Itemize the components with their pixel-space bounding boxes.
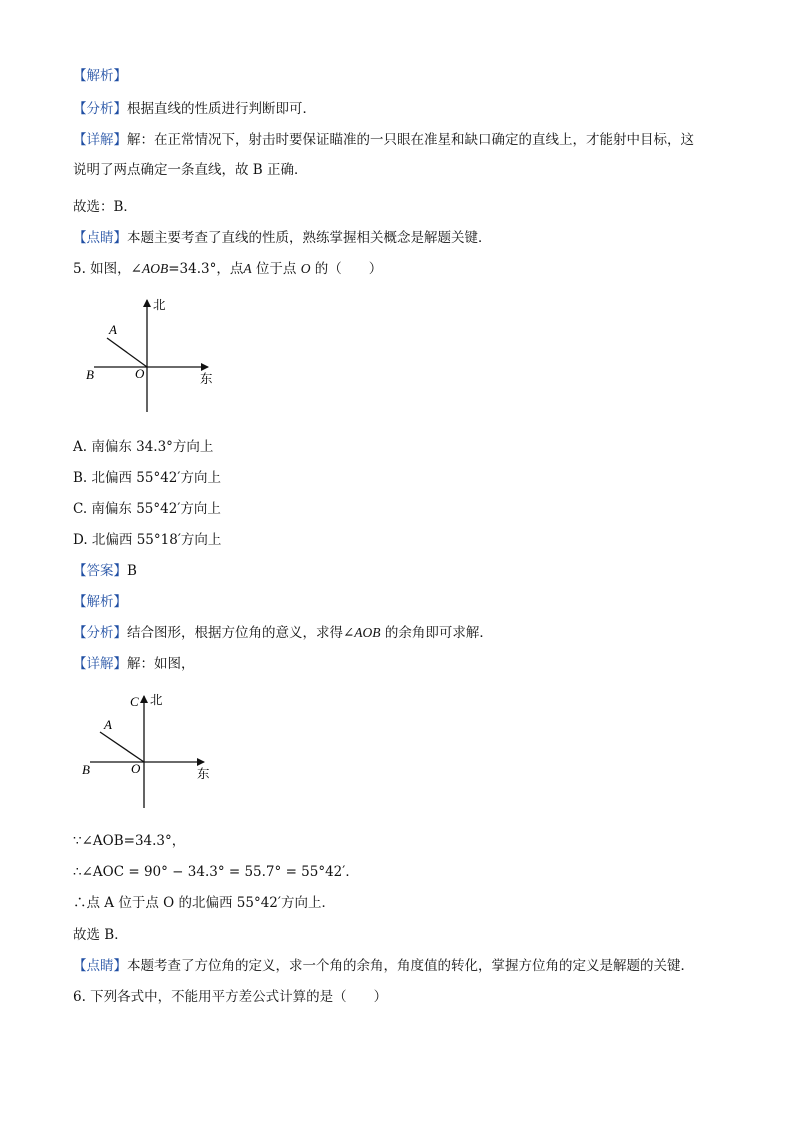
fenxi-line-2: 【分析】结合图形，根据方位角的意义，求得∠AOB 的余角即可求解．: [73, 625, 493, 641]
dianjing-2: 【点睛】本题考查了方位角的定义，求一个角的余角，角度值的转化，掌握方位角的定义是解题的关键．: [73, 958, 694, 974]
ray-oa-2: [100, 732, 144, 762]
option-b: B. 北偏西 55°42′方向上: [73, 470, 221, 486]
option-a: A. 南偏东 34.3°方向上: [73, 439, 214, 455]
guxuan-2: 故选 B．: [73, 927, 128, 943]
fenxi-line-1: 【分析】根据直线的性质进行判断即可．: [73, 101, 316, 117]
therefore-line-1: ∴∠AOC = 90° − 34.3° = 55.7° = 55°42′．: [73, 864, 359, 880]
because-line: ∵∠AOB=34.3°，: [73, 833, 186, 849]
option-d: D. 北偏西 55°18′方向上: [73, 532, 222, 548]
option-c: C. 南偏东 55°42′方向上: [73, 501, 221, 517]
therefore-line-2: ∴点 A 位于点 O 的北偏西 55°42′方向上．: [73, 895, 335, 911]
point-c-label: C: [130, 694, 139, 709]
point-b-label: B: [86, 367, 94, 382]
point-b-label-2: B: [82, 762, 90, 777]
dianjing-1: 【点睛】本题主要考查了直线的性质，熟练掌握相关概念是解题关键．: [73, 230, 492, 246]
question-5: 5. 如图，∠AOB=34.3°，点A 位于点 O 的（ ）: [73, 261, 383, 277]
xiangjie-line-1: 【详解】解：在正常情况下，射击时要保证瞄准的一只眼在准星和缺口确定的直线上，才能射中目标，这: [73, 132, 694, 148]
point-a-label-2: A: [104, 717, 112, 732]
answer-line: 【答案】B: [73, 563, 137, 579]
jiexi-heading-2: 【解析】: [73, 594, 127, 610]
direction-figure-2: [76, 688, 226, 813]
north-label: 北: [153, 297, 166, 312]
jiexi-heading-1: 【解析】: [73, 68, 127, 84]
north-label-2: 北: [150, 692, 163, 707]
east-label: 东: [200, 371, 213, 386]
question-6: 6. 下列各式中，不能用平方差公式计算的是（ ）: [73, 989, 388, 1005]
direction-figure-1: [80, 292, 230, 417]
guxuan-1: 故选：B．: [73, 199, 137, 215]
xiangjie-line-3: 【详解】解：如图，: [73, 656, 195, 672]
ray-oa: [107, 338, 147, 367]
point-a-label: A: [109, 322, 117, 337]
east-label-2: 东: [197, 766, 210, 781]
xiangjie-line-2: 说明了两点确定一条直线，故 B 正确．: [73, 162, 308, 178]
point-o-label-2: O: [131, 761, 141, 776]
point-o-label: O: [135, 366, 145, 381]
